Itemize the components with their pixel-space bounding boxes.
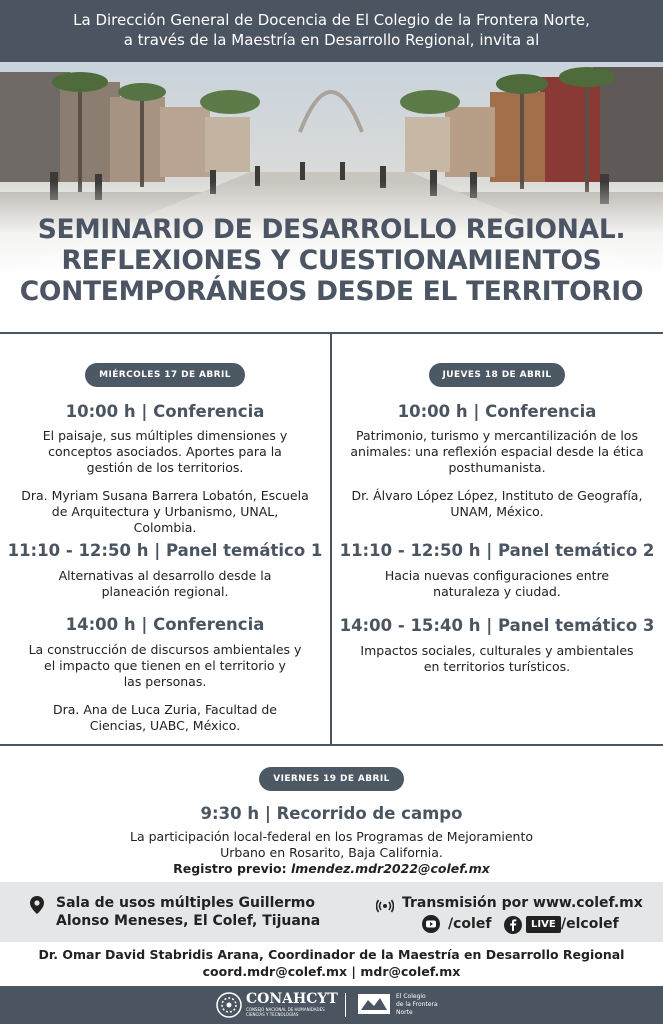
day3-section [0, 748, 663, 880]
colef-logo-icon [358, 994, 390, 1018]
day1-event2-desc-2: planeación regional. [101, 584, 229, 599]
day2-date-pill: JUEVES 18 DE ABRIL [429, 363, 566, 387]
seminar-title [0, 214, 663, 307]
venue-band [0, 882, 663, 942]
day1-event1-speaker-1: Dra. Myriam Susana Barrera Lobatón, Escuela [21, 488, 309, 503]
day3-event-desc-2: Urbano en Rosarito, Baja California. [220, 845, 443, 860]
facebook-handle[interactable]: /elcolef [561, 916, 619, 932]
header-line-1: La Dirección General de Docencia de El Colegio de la Frontera Norte, [73, 11, 590, 29]
youtube-handle[interactable]: /colef [448, 916, 492, 932]
day3-date-pill: VIERNES 19 DE ABRIL [259, 767, 404, 791]
day2-event1-speaker-2: UNAM, México. [450, 504, 544, 519]
broadcast-icon [376, 898, 394, 917]
column-divider [330, 334, 332, 744]
facebook-icon[interactable] [504, 916, 522, 938]
day1-event1-desc-1: El paisaje, sus múltiples dimensiones y [42, 428, 288, 443]
youtube-icon[interactable] [422, 915, 440, 937]
conahcyt-logo-icon [216, 992, 242, 1022]
colef-name-2: de la Frontera [396, 1001, 438, 1008]
title-line-3: CONTEMPORÁNEOS DESDE EL TERRITORIO [19, 276, 644, 307]
program-grid [0, 332, 663, 746]
day1-event1-speaker-3: Colombia. [133, 520, 197, 535]
coordinator-block [0, 946, 663, 980]
day2-event3-desc-2: en territorios turísticos. [423, 659, 571, 674]
day2-event1-desc-2: animales: una reflexión espacial desde la ética [350, 444, 644, 459]
day2-event1-desc-3: posthumanista. [448, 460, 546, 475]
header-band [0, 0, 663, 62]
day1-event1-desc-3: gestión de los territorios. [86, 460, 244, 475]
title-line-2: REFLEXIONES Y CUESTIONAMIENTOS [61, 245, 602, 276]
colef-name-1: El Colegio [396, 993, 426, 1000]
day1-event3-desc-2: el impacto que tienen en el territorio y [44, 658, 286, 673]
day2-event3-desc-1: Impactos sociales, culturales y ambientales [360, 643, 634, 658]
footer-band [0, 986, 663, 1024]
colef-name-3: Norte [396, 1009, 413, 1016]
registration-label: Registro previo: [173, 861, 287, 876]
day1-event3-speaker-1: Dra. Ana de Luca Zuria, Facultad de [52, 702, 278, 717]
day1-date-pill: MIÉRCOLES 17 DE ABRIL [85, 363, 245, 387]
day2-event2-desc-2: naturaleza y ciudad. [433, 584, 561, 599]
coordinator-emails[interactable]: coord.mdr@colef.mx | mdr@colef.mx [202, 964, 461, 979]
registration-email[interactable]: lmendez.mdr2022@colef.mx [290, 861, 490, 876]
venue-line-1: Sala de usos múltiples Guillermo [56, 895, 315, 911]
day3-event-desc-1: La participación local-federal en los Programas de Mejoramiento [129, 829, 533, 844]
registration-line [0, 861, 663, 877]
title-line-1: SEMINARIO DE DESARROLLO REGIONAL. [37, 214, 626, 245]
day2-event1-speaker-1: Dr. Álvaro López López, Instituto de Geografía, [351, 488, 643, 503]
day1-event1-speaker-2: de Arquitectura y Urbanismo, UNAL, [51, 504, 279, 519]
stream-text[interactable]: Transmisión por www.colef.mx [402, 895, 643, 911]
day2-event3-time: 14:00 - 15:40 h | Panel temático 3 [339, 616, 655, 635]
conahcyt-name: CONAHCYT [246, 991, 338, 1007]
conahcyt-subtitle-2: CIENCIAS Y TECNOLOGÍAS [246, 1012, 299, 1017]
conahcyt-subtitle-1: CONSEJO NACIONAL DE HUMANIDADES [246, 1007, 325, 1012]
venue-line-2: Alonso Meneses, El Colef, Tijuana [56, 913, 321, 929]
footer-divider [345, 993, 346, 1017]
coordinator-name: Dr. Omar David Stabridis Arana, Coordinador de la Maestría en Desarrollo Regional [38, 947, 625, 962]
day2-event1-desc-1: Patrimonio, turismo y mercantilización de los [356, 428, 638, 443]
day1-event3-time: 14:00 h | Conferencia [65, 615, 265, 634]
day2-event2-desc-1: Hacia nuevas configuraciones entre [384, 568, 610, 583]
live-badge: LIVE [526, 916, 561, 933]
day1-event2-time: 11:10 - 12:50 h | Panel temático 1 [7, 541, 323, 560]
day1-event3-desc-3: las personas. [123, 674, 207, 689]
day1-event1-time: 10:00 h | Conferencia [65, 402, 265, 421]
day1-event3-speaker-2: Ciencias, UABC, México. [89, 718, 241, 733]
day2-event2-time: 11:10 - 12:50 h | Panel temático 2 [339, 541, 655, 560]
header-line-2: a través de la Maestría en Desarrollo Regional, invita al [123, 31, 540, 49]
day1-event3-desc-1: La construcción de discursos ambientales y [28, 642, 302, 657]
day1-event2-desc-1: Alternativas al desarrollo desde la [58, 568, 272, 583]
day1-event1-desc-2: conceptos asociados. Aportes para la [48, 444, 282, 459]
location-pin-icon [30, 896, 44, 918]
day2-event1-time: 10:00 h | Conferencia [397, 402, 597, 421]
day3-event-time: 9:30 h | Recorrido de campo [200, 804, 463, 823]
